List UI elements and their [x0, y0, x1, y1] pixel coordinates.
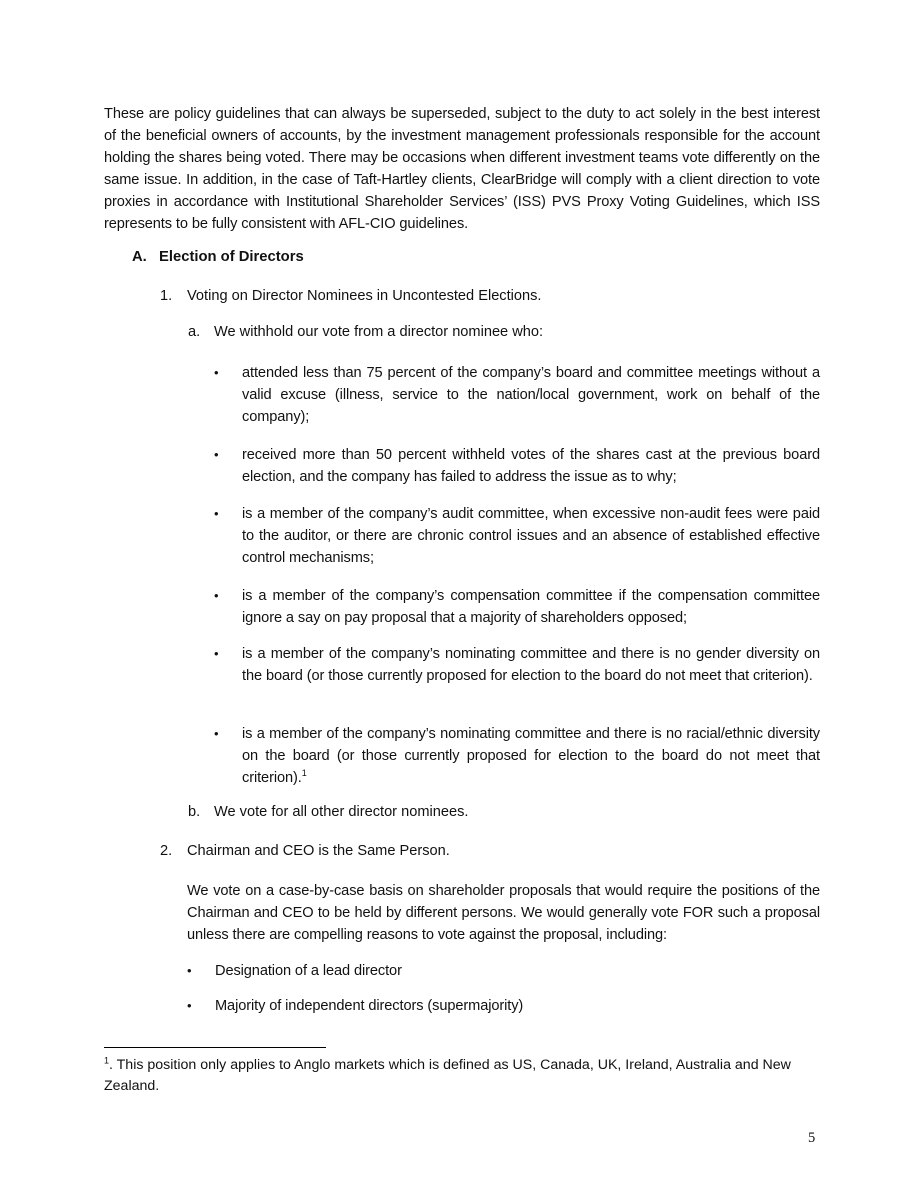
section-title: Election of Directors — [159, 249, 304, 265]
footnote-text: . This position only applies to Anglo markets which is defined as US, Canada, UK, Ireland, Australia and New Zealand. — [104, 1057, 791, 1094]
bullet-item — [214, 585, 820, 629]
bullet-text-body: is a member of the company’s nominating committee and there is no racial/ethnic diversity on the board (or those currently proposed for election to the board do not meet that criterion). — [242, 726, 820, 786]
list-item-1a-label: a. — [188, 324, 201, 340]
bullet-symbol: • — [214, 726, 219, 741]
list-item-1b — [188, 804, 468, 820]
bullet-symbol: • — [187, 963, 192, 978]
bullet-symbol: • — [187, 998, 192, 1013]
bullet-item — [214, 723, 820, 789]
footnote-separator — [104, 1047, 326, 1048]
list-item-1b-label: b. — [188, 804, 201, 820]
bullet-symbol: • — [214, 447, 219, 462]
footnote — [104, 1055, 820, 1097]
section-heading — [132, 249, 304, 265]
list-item-1 — [160, 288, 542, 304]
bullet-item — [214, 503, 820, 569]
section-label: A. — [132, 249, 147, 265]
page-number: 5 — [808, 1130, 816, 1146]
bullet-text: is a member of the company’s audit committee, when excessive non-audit fees were paid to the auditor, or there are chronic control issues and an absence of established effective control mechanisms; — [242, 506, 820, 566]
list-item-1-label: 1. — [160, 288, 173, 304]
bullet-text: is a member of the company’s compensation committee if the compensation committee ignore a say on pay proposal that a majority of shareholders opposed; — [242, 588, 820, 626]
list-item-2-label: 2. — [160, 843, 173, 859]
bullet-item — [214, 362, 820, 428]
bullet-text: attended less than 75 percent of the company’s board and committee meetings without a valid excuse (illness, service to the nation/local government, work on behalf of the company); — [242, 365, 820, 425]
item-2-paragraph: We vote on a case-by-case basis on shareholder proposals that would require the positions of the Chairman and CEO to be held by different persons. We would generally vote FOR such a proposal unless there are compelling reasons to vote against the proposal, including: — [187, 883, 820, 943]
bullet-item — [187, 960, 820, 982]
bullet-symbol: • — [214, 506, 219, 521]
list-item-1a — [188, 324, 543, 340]
bullet-text: is a member of the company’s nominating committee and there is no gender diversity on the board (or those currently proposed for election to the board do not meet that criterion). — [242, 646, 820, 684]
bullet-text: Designation of a lead director — [215, 963, 402, 979]
list-item-1-text: Voting on Director Nominees in Uncontested Elections. — [187, 288, 542, 304]
list-item-1a-text: We withhold our vote from a director nominee who: — [214, 324, 544, 340]
bullet-item — [187, 995, 820, 1017]
bullet-item — [214, 444, 820, 488]
bullet-symbol: • — [214, 365, 219, 380]
bullet-text — [242, 723, 820, 789]
bullet-item — [214, 643, 820, 687]
footnote-mark: 1 — [104, 1055, 110, 1066]
bullet-text: received more than 50 percent withheld votes of the shares cast at the previous board election, and the company has failed to address the issue as to why; — [242, 447, 820, 485]
footnote-reference: 1 — [301, 768, 307, 779]
intro-paragraph: These are policy guidelines that can always be superseded, subject to the duty to act solely in the best interest of the beneficial owners of accounts, by the investment management professionals responsible for the account holding the shares being voted. There may be occasions when different investment teams vote differently on the same issue. In addition, in the case of Taft-Hartley clients, ClearBridge will comply with a client direction to vote proxies in accordance with Institutional Shareholder Services’ (ISS) PVS Proxy Voting Guidelines, which ISS represents to be fully consistent with AFL-CIO guidelines. — [104, 106, 820, 232]
list-item-2-text: Chairman and CEO is the Same Person. — [187, 843, 450, 859]
list-item-2 — [160, 843, 450, 859]
bullet-symbol: • — [214, 646, 219, 661]
list-item-1b-text: We vote for all other director nominees. — [214, 804, 469, 820]
bullet-symbol: • — [214, 588, 219, 603]
bullet-text: Majority of independent directors (supermajority) — [215, 998, 524, 1014]
